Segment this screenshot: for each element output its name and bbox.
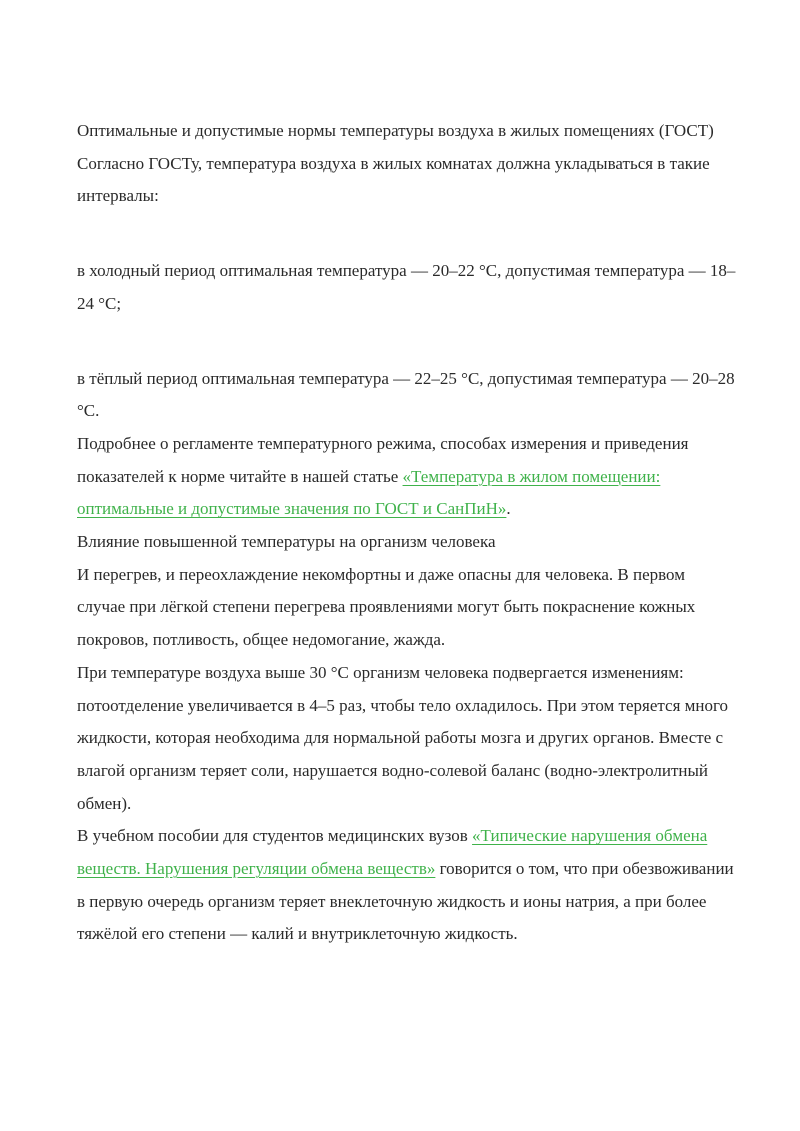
intro-paragraph: Согласно ГОСТу, температура воздуха в жилых комнатах должна укладываться в такие интервалы: [77, 153, 710, 206]
spacer [77, 213, 737, 255]
dehydration-text-end: говорится о том, что при обезвоживании в первую очередь организм теряет внеклеточную жидкость и ионы натрия, а при более тяжёлой его степени — калий и внутриклеточную жидкость. [77, 859, 734, 944]
textbook-link-metabolism[interactable]: «Типические нарушения обмена веществ. Нарушения регуляции обмена веществ» [77, 826, 708, 879]
document-body [77, 115, 737, 951]
more-info-paragraph [77, 428, 737, 526]
spacer [77, 321, 737, 363]
section-heading-effects: Влияние повышенной температуры на организм человека [77, 532, 496, 552]
more-info-end: . [506, 499, 511, 519]
dehydration-text-start: В учебном пособии для студентов медицинских вузов [77, 826, 473, 846]
paragraph-dehydration [77, 820, 737, 951]
section-heading-norms: Оптимальные и допустимые нормы температуры воздуха в жилых помещениях (ГОСТ) [77, 121, 714, 140]
list-item-cold-period: в холодный период оптимальная температура — 20–22 °С, допустимая температура — 18–24 °С; [77, 261, 736, 313]
paragraph-overheating: И перегрев, и переохлаждение некомфортны и даже опасны для человека. В первом случае при лёгкой степени перегрева проявлениями могут быть покраснение кожных покровов, потливость, общее недомогание, жажда. [77, 564, 696, 650]
paragraph-high-temperature: При температуре воздуха выше 30 °С организм человека подвергается изменениям: потоотделение увеличивается в 4–5 раз, чтобы тело охладилось. При этом теряется много жидкости, которая необходима для нормальной работы мозга и других органов. Вместе с влагой организм теряет соли, нарушается водно-солевой баланс (водно-электролитный обмен). [77, 662, 729, 813]
more-info-text: Подробнее о регламенте температурного режима, способах измерения и приведения показателей к норме читайте в нашей статье [77, 433, 689, 486]
list-item-warm-period: в тёплый период оптимальная температура — 22–25 °С, допустимая температура — 20–28 °С. [77, 368, 735, 421]
article-link-temperature[interactable]: «Температура в жилом помещении: оптимальные и допустимые значения по ГОСТ и СанПиН» [77, 466, 661, 519]
